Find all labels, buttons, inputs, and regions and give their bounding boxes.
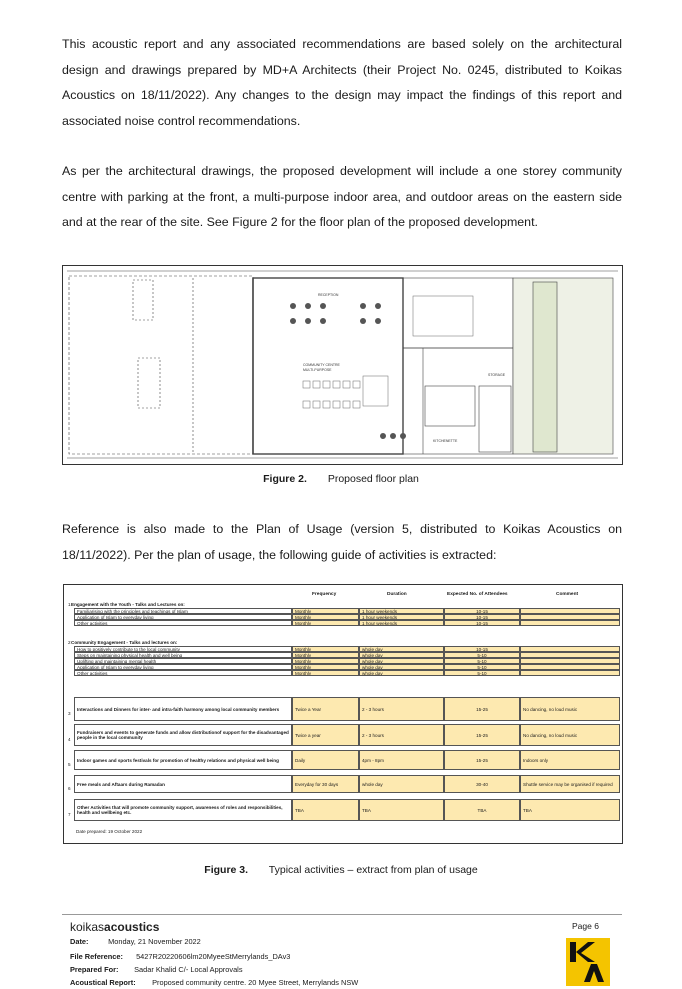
figure-2-caption-text: Proposed floor plan <box>327 473 419 485</box>
block-3-number: 3 <box>68 711 71 716</box>
intro-paragraph: This acoustic report and any associated recommendations are based solely on the architectural design and drawings prepared by MD+A Architects (their Project No. 0245, distributed to Koikas Acoustics on 18/11/2022). Any changes to the design may impact the findings of this report and associated noise control recommendations. <box>62 37 622 128</box>
logo-bold-text: acoustics <box>104 920 160 934</box>
storage-label: STORAGE <box>488 373 506 377</box>
block-7-label: Other Activities that will promote community support, awareness of roles and responsibilities, health and wellbeing etc. <box>74 799 292 821</box>
table-cell-duration: whole day <box>359 670 444 676</box>
table-cell-frequency: Monthly <box>292 670 359 676</box>
table-cell-comment <box>520 670 620 676</box>
header-comment: Comment <box>556 592 579 597</box>
block-3-attendees: 15-25 <box>444 697 520 721</box>
plan-of-usage-table <box>63 584 623 844</box>
block-3-duration: 2 - 3 hours <box>359 697 444 721</box>
table-cell-duration: 1 hour weekends <box>359 614 444 620</box>
community-centre-label: COMMUNITY CENTRE <box>303 363 340 367</box>
table-cell-duration: whole day <box>359 652 444 658</box>
table-cell-attendees: 5-10 <box>444 670 520 676</box>
table-cell-attendees: 10-15 <box>444 646 520 652</box>
block-5-label: Indoor games and sports festivals for promotion of healthy relations and physical well being <box>74 750 292 770</box>
multipurpose-label: MULTI-PURPOSE <box>303 368 332 372</box>
footer-prepared-label: Prepared For: <box>70 965 119 974</box>
block-4-attendees: 15-25 <box>444 724 520 746</box>
table-cell-duration: whole day <box>359 646 444 652</box>
table-cell-attendees: 5-10 <box>444 664 520 670</box>
section-1-title: Engagement with the Youth - Talks and Lectures on: <box>71 602 185 607</box>
footer-acoustical-report <box>70 978 358 987</box>
table-row-label: Application of Islam to everyday living <box>74 664 292 670</box>
table-row-label: Steps on maintaining physical health and well being <box>74 652 292 658</box>
block-6-label: Free meals and Aftaars during Ramadan <box>74 775 292 793</box>
table-cell-attendees: 5-10 <box>444 658 520 664</box>
footer-report-value: Proposed community centre. 20 Myee Street, Merrylands NSW <box>152 978 359 987</box>
block-7-comment: TBA <box>520 799 620 821</box>
block-3-frequency: Twice a Year <box>292 697 359 721</box>
figure-3-caption-text: Typical activities – extract from plan of usage <box>268 864 478 876</box>
block-4-frequency: Twice a year <box>292 724 359 746</box>
section-2-title: Community Engagement - Talks and lectures on: <box>71 640 178 645</box>
figure-3-caption <box>0 864 682 876</box>
block-5-attendees: 15-25 <box>444 750 520 770</box>
ka-brand-logo-icon <box>566 938 610 986</box>
header-attendees: Expected No. of Attendees <box>447 592 508 597</box>
block-4-comment: No dancing, no loud music <box>520 724 620 746</box>
table-row-label: Other activities <box>74 670 292 676</box>
table-cell-comment <box>520 620 620 626</box>
figure-3-label: Figure 3. <box>204 864 249 876</box>
block-4-number: 4 <box>68 737 71 742</box>
footer-file-reference <box>70 952 290 961</box>
table-cell-duration: 1 hour weekends <box>359 620 444 626</box>
table-cell-attendees: 10-15 <box>444 614 520 620</box>
block-7-frequency: TBA <box>292 799 359 821</box>
footer-fileref-value: 5427R20220606lm20MyeeStMerrylands_DAv3 <box>136 952 291 961</box>
development-paragraph: As per the architectural drawings, the proposed development will include a one storey community centre with parking at the front, a multi-purpose indoor area, and outdoor areas on the eastern side and at the rear of the site. See Figure 2 for the floor plan of the proposed development. <box>62 164 622 229</box>
footer-date <box>70 937 201 946</box>
table-cell-frequency: Monthly <box>292 646 359 652</box>
table-cell-frequency: Monthly <box>292 608 359 614</box>
block-5-duration: 4pm - 8pm <box>359 750 444 770</box>
table-cell-attendees: 10-15 <box>444 608 520 614</box>
footer-fileref-label: File Reference: <box>70 952 123 961</box>
footer-date-label: Date: <box>70 937 89 946</box>
section-1-number: 1 <box>68 602 71 607</box>
header-frequency: Frequency <box>312 592 337 597</box>
table-cell-frequency: Monthly <box>292 658 359 664</box>
table-row-label: Application of Islam to everyday living <box>74 614 292 620</box>
reception-label: RECEPTION <box>318 293 339 297</box>
table-row-label: Uplifting and maintaining mental health <box>74 658 292 664</box>
date-prepared: Date prepared: 19 October 2022 <box>76 829 143 834</box>
kitchenette-label: KITCHENETTE <box>433 439 458 443</box>
table-cell-frequency: Monthly <box>292 652 359 658</box>
block-3-label: Interactions and Dinners for inter- and intra-faith harmony among local community members <box>74 697 292 721</box>
block-6-comment: Shuttle service may be organised if required <box>520 775 620 793</box>
header-duration: Duration <box>387 592 407 597</box>
block-7-duration: TBA <box>359 799 444 821</box>
block-3-comment: No dancing, no loud music <box>520 697 620 721</box>
ka-logo-svg <box>566 938 610 986</box>
block-6-frequency: Everyday for 30 days <box>292 775 359 793</box>
block-6-duration: whole day <box>359 775 444 793</box>
footer-prepared-value: Sadar Khalid C/- Local Approvals <box>134 965 243 974</box>
table-cell-duration: whole day <box>359 658 444 664</box>
footer-divider <box>62 914 622 915</box>
table-cell-frequency: Monthly <box>292 614 359 620</box>
figure-2-label: Figure 2. <box>263 473 307 485</box>
block-6-number: 6 <box>68 786 71 791</box>
block-6-attendees: 30-40 <box>444 775 520 793</box>
footer-date-value: Monday, 21 November 2022 <box>108 937 201 946</box>
page-number: Page 6 <box>572 921 599 931</box>
table-cell-attendees: 10-15 <box>444 620 520 626</box>
section-2-number: 2 <box>68 640 71 645</box>
table-cell-duration: 1 hour weekends <box>359 608 444 614</box>
table-row-label: How to positively contribute to the local community <box>74 646 292 652</box>
block-5-frequency: Daily <box>292 750 359 770</box>
footer-prepared-for <box>70 965 243 974</box>
floor-plan-drawing <box>62 265 623 465</box>
block-4-duration: 2 - 3 hours <box>359 724 444 746</box>
table-cell-attendees: 5-10 <box>444 652 520 658</box>
block-7-attendees: TBA <box>444 799 520 821</box>
table-row-label: Other activities <box>74 620 292 626</box>
block-5-comment: Indoors only <box>520 750 620 770</box>
koikas-acoustics-logo <box>70 920 159 934</box>
block-4-label: Fundraisers and events to generate funds and allow distributionof support for the disadvantaged people in the local community <box>74 724 292 746</box>
footer-report-label: Acoustical Report: <box>70 978 136 987</box>
table-cell-duration: whole day <box>359 664 444 670</box>
figure-2-caption <box>0 473 682 485</box>
block-7-number: 7 <box>68 812 71 817</box>
floor-plan-svg <box>63 266 622 464</box>
table-row-label: Familiarising with the principles and teachings of Islam <box>74 608 292 614</box>
table-cell-frequency: Monthly <box>292 664 359 670</box>
reference-paragraph: Reference is also made to the Plan of Usage (version 5, distributed to Koikas Acoustics on 18/11/2022). Per the plan of usage, the following guide of activities is extracted: <box>62 522 622 562</box>
logo-light-text: koikas <box>70 920 105 934</box>
table-cell-frequency: Monthly <box>292 620 359 626</box>
block-5-number: 5 <box>68 762 71 767</box>
